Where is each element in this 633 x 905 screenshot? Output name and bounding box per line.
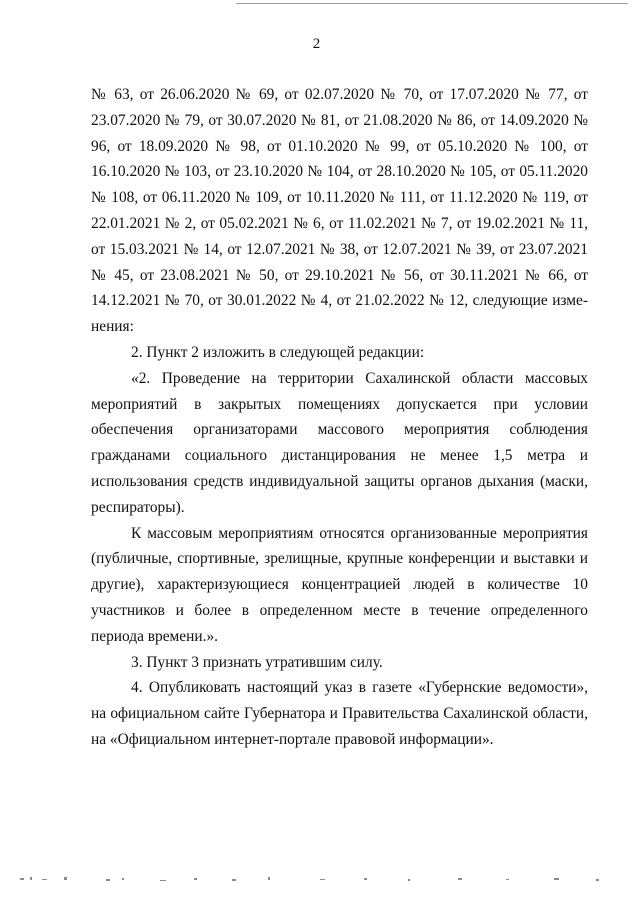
publication-instruction-paragraph: 4. Опубликовать настоящий указ в газете «Губернские ведомости», на официальном сайте Губернатора и Правительства Сахалинской области, на «Официальном интернет-портале правовой информации». [91,679,588,748]
page-number: 2 [312,36,321,52]
new-item-2-text-paragraph: «2. Проведение на территории Сахалинской области массовых мероприятий в закрытых помещениях допускается при условии обеспечения организаторами массового мероприятия соблюдения гражданами социального дистанцирования не менее 1,5 метра и использования средств индивидуальной защиты органов дыхания (маски, респираторы). [91,369,588,516]
item-2-instruction-paragraph: 2. Пункт 2 изложить в следующей редакции: [131,343,425,361]
mass-events-definition-paragraph: К массовым мероприятиям относятся организованные мероприятия (публичные, спортивные, зрелищные, крупные конференции и выставки и другие), характеризующиеся концентрацией людей в количестве 10 участников и более в определенном месте в течение определенного периода времени.». [91,524,588,645]
item-3-instruction-paragraph: 3. Пункт 3 признать утратившим силу. [131,653,383,671]
scan-noise-marks [18,872,618,888]
document-body [91,82,588,753]
amendment-references-paragraph: № 63, от 26.06.2020 № 69, от 02.07.2020 № 70, от 17.07.2020 № 77, от 23.07.2020 № 79, от 30.07.2020 № 81, от 21.08.2020 № 86, от 14.09.2020 № 96, от 18.09.2020 № 98, от 01.10.2020 № 99, от 05.10.2020 № 100, от 16.10.2020 № 103, от 23.10.2020 № 104, от 28.10.2020 № 105, от 05.11.2020 № 108, от 06.11.2020 № 109, от 10.11.2020 № 111, от 11.12.2020 № 119, от 22.01.2021 № 2, от 05.02.2021 № 6, от 11.02.2021 № 7, от 19.02.2021 № 11, от 15.03.2021 № 14, от 12.07.2021 № 38, от 12.07.2021 № 39, от 23.07.2021 № 45, от 23.08.2021 № 50, от 29.10.2021 № 56, от 30.11.2021 № 66, от 14.12.2021 № 70, от 30.01.2022 № 4, от 21.02.2022 № 12, следующие изме-нения: [91,86,588,336]
top-scan-rule [236,3,628,4]
